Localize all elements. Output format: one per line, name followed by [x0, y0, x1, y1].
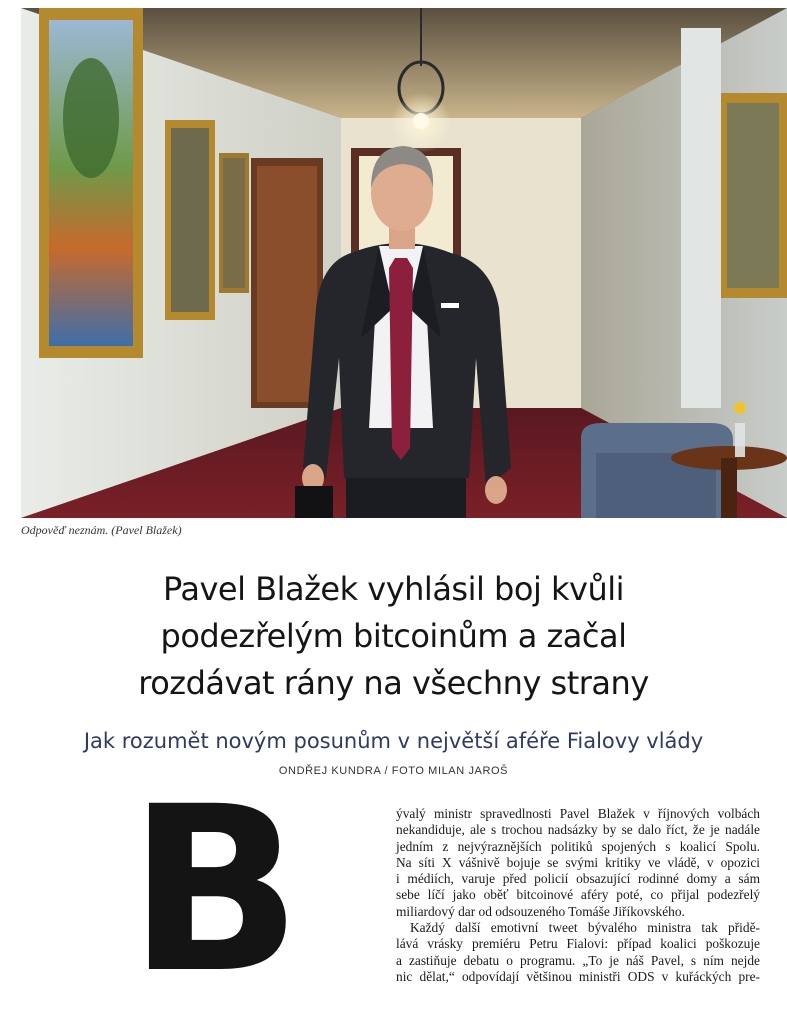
body-line: nekandiduje, ale s trochou nadsázky by se dalo říct, že je nadále — [396, 822, 760, 838]
body-line: sebe líčí jako oběť bitcoinové aféry poté, co přijal podezřelý — [396, 887, 760, 903]
body-line: nic dělat,“ odpovídají většinou ministři ODS v kuřáckých pre- — [396, 968, 760, 984]
drop-cap: B — [128, 757, 302, 1023]
body-line: ývalý ministr spravedlnosti Pavel Blažek v říjnových volbách — [396, 806, 760, 821]
headline-line: podezřelým bitcoinům a začal — [160, 617, 627, 655]
body-line: jedním z nejvýraznějších politiků spojených s koalicí Spolu. — [396, 838, 760, 854]
article-byline: ONDŘEJ KUNDRA / FOTO MILAN JAROŠ — [278, 765, 509, 777]
body-line: lává vrásky premiéru Petru Fialovi: případ koalici poškozuje — [396, 936, 760, 952]
article-body — [396, 806, 760, 985]
article-headline — [30, 566, 757, 707]
hero-photo — [21, 8, 787, 518]
article-subhead: Jak rozumět novým posunům v největší aféře Fialovy vlády — [83, 729, 704, 753]
body-line: Každý další emotivní tweet bývalého ministra tak přidě- — [410, 920, 760, 936]
headline-line: rozdávat rány na všechny strany — [138, 664, 649, 702]
body-line: miliardový dar od odsouzeného Tomáše Jiříkovského. — [396, 903, 685, 919]
photo-caption: Odpověď neznám. (Pavel Blažek) — [21, 523, 182, 537]
body-line: i médiích, varuje před policií obsazující rodinné domy a sám — [396, 871, 760, 887]
headline-line: Pavel Blažek vyhlásil boj kvůli — [162, 570, 625, 608]
body-line: a zastiňuje debatu o programu. „To je náš Pavel, s ním nejde — [396, 952, 760, 968]
portrait-photo — [21, 8, 787, 518]
body-line: Na síti X vášnivě bojuje se svými kritiky ve vládě, v opozici — [396, 854, 760, 870]
